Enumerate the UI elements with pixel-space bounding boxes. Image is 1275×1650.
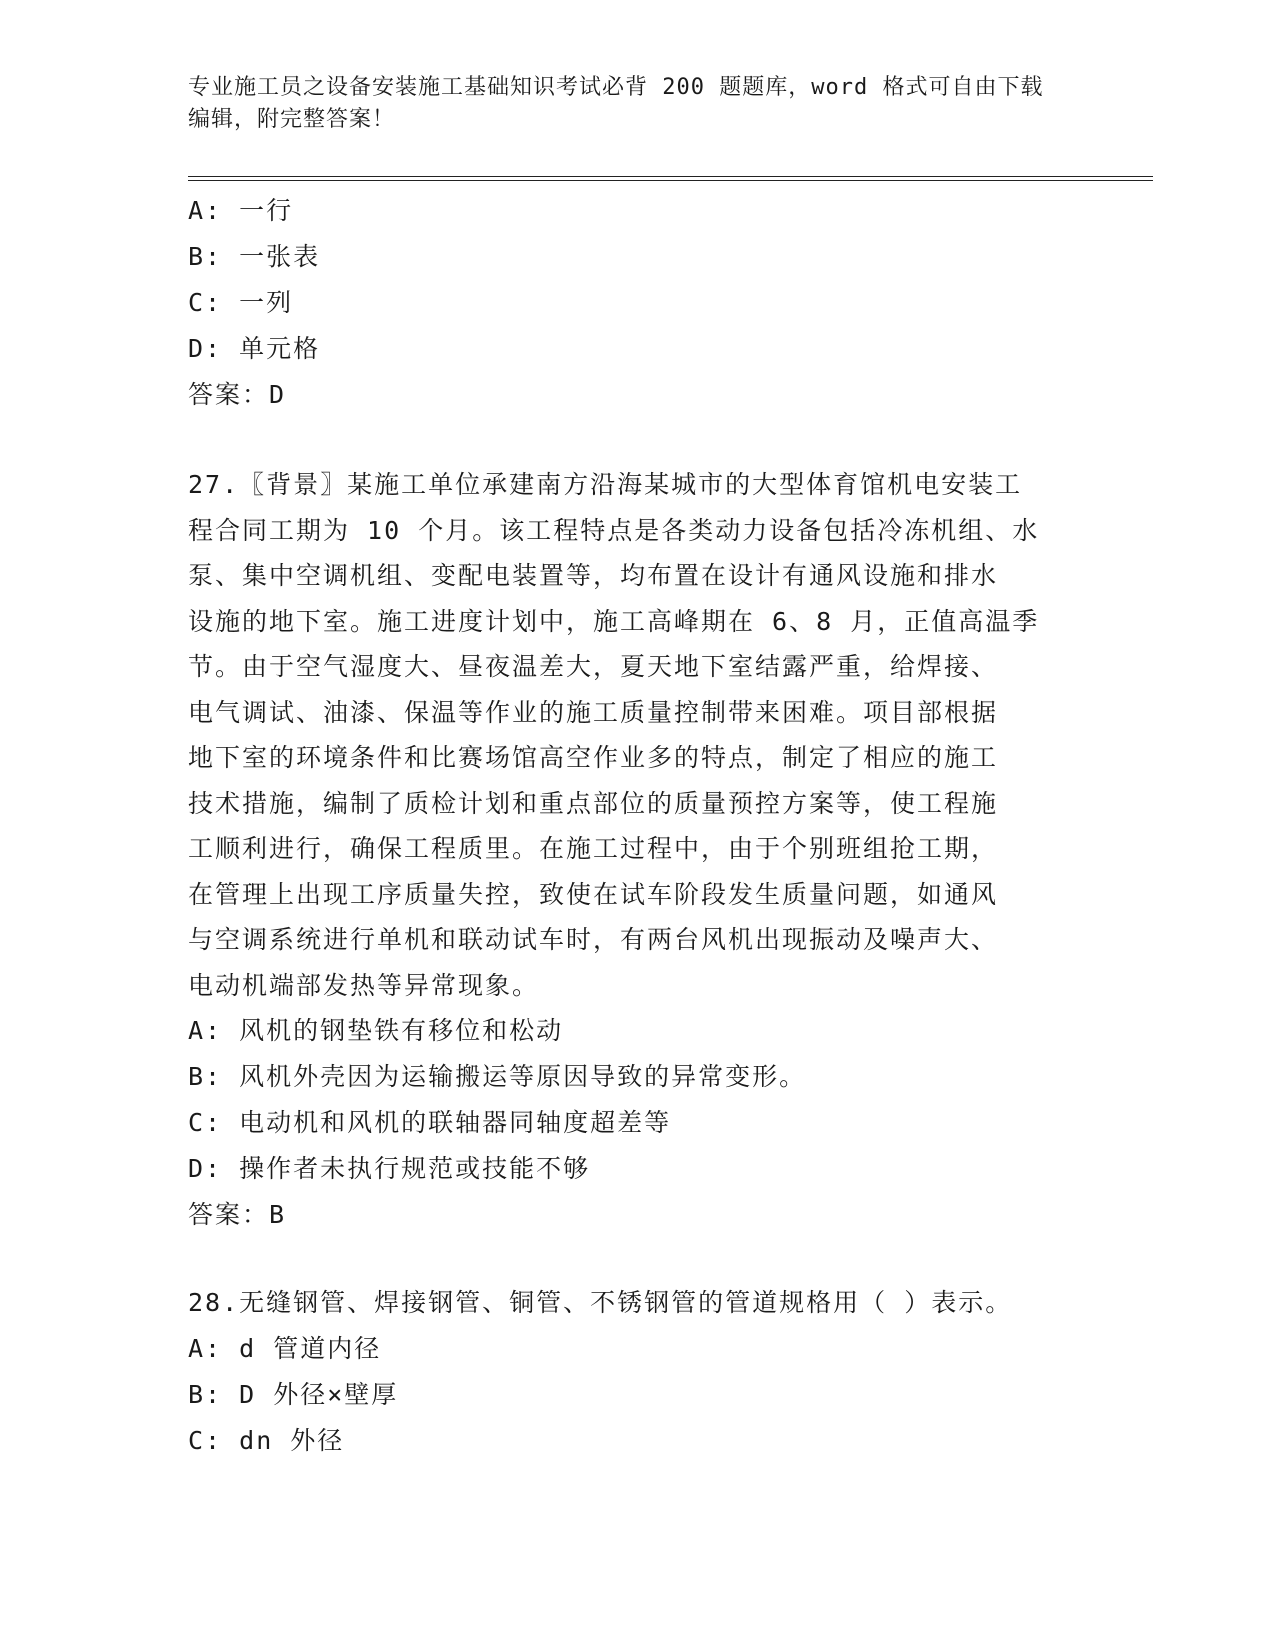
document-header <box>188 72 1088 136</box>
header-line-2: 编辑，附完整答案！ <box>188 107 396 132</box>
answer-line: 答案：B <box>188 1200 287 1229</box>
option-d: D: 操作者未执行规范或技能不够 <box>188 1154 591 1183</box>
question-text-line: 工顺利进行，确保工程质里。在施工过程中，由于个别班组抢工期， <box>188 834 999 863</box>
question-27-block <box>188 462 1068 1238</box>
option-b: B: D 外径×壁厚 <box>188 1380 399 1409</box>
question-text-line: 地下室的环境条件和比赛场馆高空作业多的特点，制定了相应的施工 <box>188 743 999 772</box>
option-c: C: 一列 <box>188 288 294 317</box>
question-text-line: 电动机端部发热等异常现象。 <box>188 970 540 1000</box>
option-d: D: 单元格 <box>188 334 321 363</box>
question-text-line: 设施的地下室。施工进度计划中，施工高峰期在 6、8 月，正值高温季 <box>188 606 1040 636</box>
question-text-line: 程合同工期为 10 个月。该工程特点是各类动力设备包括冷冻机组、水 <box>188 515 1040 545</box>
question-text-line: 泵、集中空调机组、变配电装置等，均布置在设计有通风设施和排水 <box>188 561 999 590</box>
question-27-text <box>188 462 1068 1008</box>
question-text-line: 在管理上出现工序质量失控，致使在试车阶段发生质量问题，如通风 <box>188 879 999 909</box>
option-a: A: 风机的钢垫铁有移位和松动 <box>188 1016 564 1045</box>
question-text-line: 技术措施，编制了质检计划和重点部位的质量预控方案等，使工程施 <box>188 788 999 818</box>
option-a: A: d 管道内径 <box>188 1334 382 1363</box>
question-26-block <box>188 188 1068 418</box>
document-body <box>188 188 1068 1464</box>
option-a: A: 一行 <box>188 196 294 225</box>
option-b: B: 风机外壳因为运输搬运等原因导致的异常变形。 <box>188 1062 807 1091</box>
question-text-line: 27.〖背景〗某施工单位承建南方沿海某城市的大型体育馆机电安装工 <box>188 470 1023 499</box>
option-c: C: 电动机和风机的联轴器同轴度超差等 <box>188 1108 672 1137</box>
question-text-line: 与空调系统进行单机和联动试车时，有两台风机出现振动及噪声大、 <box>188 925 999 954</box>
header-divider <box>188 176 1153 181</box>
question-28-block <box>188 1280 1068 1464</box>
question-28-text: 28.无缝钢管、焊接钢管、铜管、不锈钢管的管道规格用（ ）表示。 <box>188 1288 1013 1317</box>
option-b: B: 一张表 <box>188 242 321 271</box>
header-line-1: 专业施工员之设备安装施工基础知识考试必背 200 题题库，word 格式可自由下载 <box>188 75 1044 100</box>
option-c: C: dn 外径 <box>188 1426 345 1455</box>
answer-line: 答案：D <box>188 380 287 409</box>
question-text-line: 节。由于空气湿度大、昼夜温差大，夏天地下室结露严重，给焊接、 <box>188 652 999 681</box>
question-text-line: 电气调试、油漆、保温等作业的施工质量控制带来困难。项目部根据 <box>188 697 999 727</box>
